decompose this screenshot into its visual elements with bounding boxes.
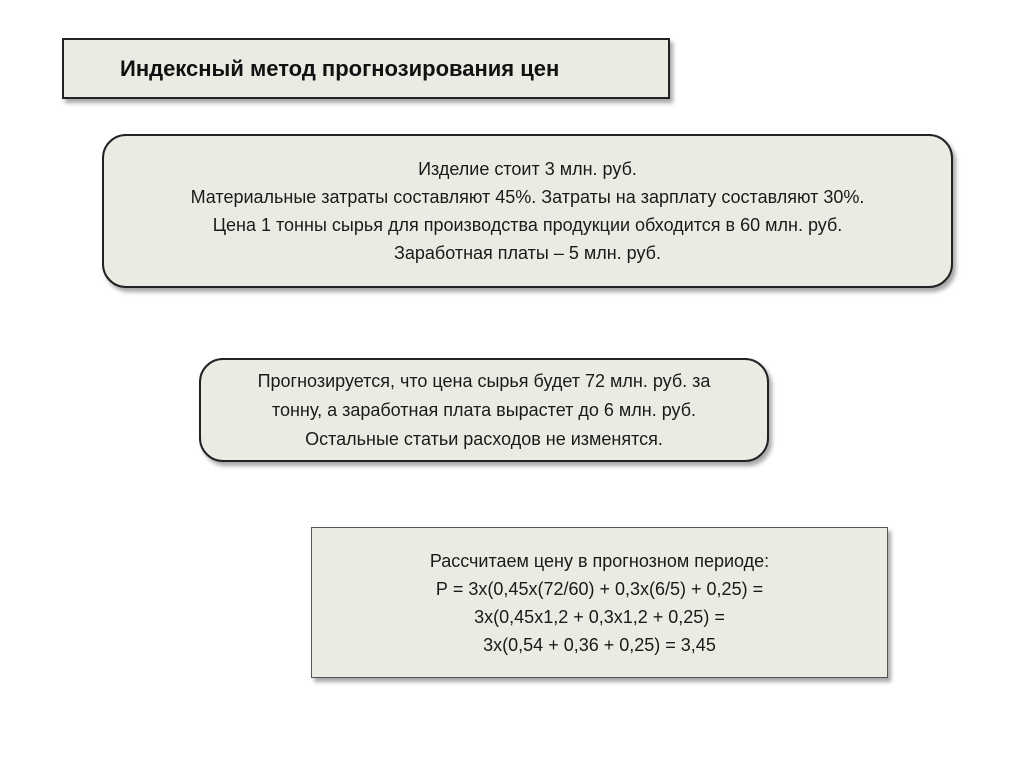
calculation-line: 3х(0,54 + 0,36 + 0,25) = 3,45: [483, 634, 716, 655]
title-box: [62, 38, 670, 99]
calculation-box: [311, 527, 888, 678]
forecast-line: тонну, а заработная плата вырастет до 6 млн. руб.: [271, 399, 697, 420]
calculation-line: 3х(0,45х1,2 + 0,3х1,2 + 0,25) =: [474, 606, 725, 627]
slide-title: Индексный метод прогнозирования цен: [120, 55, 560, 81]
calculation-line: Р = 3х(0,45х(72/60) + 0,3х(6/5) + 0,25) =: [435, 578, 764, 599]
forecast-line: Остальные статьи расходов не изменятся.: [305, 428, 663, 449]
forecast-box: [199, 358, 769, 462]
given-line: Изделие стоит 3 млн. руб.: [418, 159, 637, 179]
given-line: Цена 1 тонны сырья для производства продукции обходится в 60 млн. руб.: [212, 215, 843, 235]
given-line: Заработная платы – 5 млн. руб.: [394, 243, 661, 263]
given-conditions-box: [102, 134, 953, 288]
given-line: Материальные затраты составляют 45%. Затраты на зарплату составляют 30%.: [190, 187, 865, 207]
calculation-line: Рассчитаем цену в прогнозном периоде:: [429, 550, 770, 571]
forecast-line: Прогнозируется, что цена сырья будет 72 млн. руб. за: [257, 370, 711, 391]
